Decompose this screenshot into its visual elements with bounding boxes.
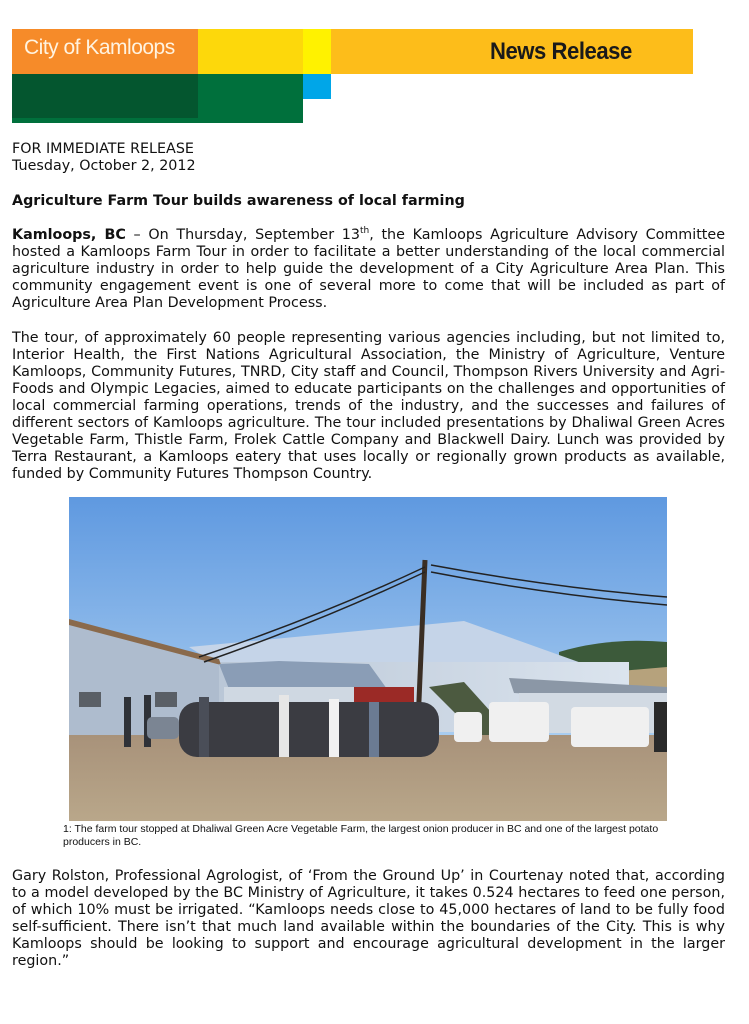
farm-tour-photo-illustration (69, 497, 667, 821)
car-left (147, 717, 179, 739)
news-release-banner (0, 0, 749, 130)
paragraph-intro (12, 227, 725, 312)
banner-yellow-block (198, 29, 303, 74)
paragraph-tour: The tour, of approximately 60 people representing various agencies including, but not limited to, Interior Health, the First Nations Agricultural Association, the Ministry of Agriculture, Venture Kamloops, Community Futures, TNRD, City staff and Council, Thompson Rivers University and Agri-Foods and Olympic Legacies, aimed to educate participants on the challenges and opportunities of local commercial farming operations, trends of the industry, and the successes and failures of different sectors of Kamloops agriculture. The tour included presentations by Dhaliwal Green Acres Vegetable Farm, Thistle Farm, Frolek Cattle Company and Blackwell Dairy. Lunch was provided by Terra Restaurant, a Kamloops eatery that uses locally or regionally grown products as available, funded by Community Futures Thompson Country. (12, 330, 725, 482)
headline: Agriculture Farm Tour builds awareness of local farming (12, 193, 465, 209)
release-info (12, 141, 725, 175)
banner-dark-green-block (12, 74, 198, 118)
news-release-title: News Release (490, 38, 632, 65)
release-label: FOR IMMEDIATE RELEASE (12, 141, 194, 157)
paragraph-quote: Gary Rolston, Professional Agrologist, of ‘From the Ground Up’ in Courtenay noted that, according to a model developed by the BC Ministry of Agriculture, it takes 0.524 hectares to feed one person, of which 10% must be irrigated. “Kamloops needs close to 45,000 hectares of land to be fully food self-sufficient. There isn’t that much land available within the boundaries of the City. This is why Kamloops should be looking to support and encourage agricultural development in the larger region.” (12, 868, 725, 969)
farm-tour-photo (69, 497, 667, 821)
photo-caption: 1: The farm tour stopped at Dhaliwal Green Acre Vegetable Farm, the largest onion producer in BC and one of the largest potato producers in BC. (63, 823, 659, 848)
ordinal-suffix: th (359, 226, 370, 237)
intro-lead: – On Thursday, September 13 (125, 227, 360, 243)
dateline: Kamloops, BC (12, 227, 126, 243)
middle-building-roof (219, 661, 387, 689)
release-date: Tuesday, October 2, 2012 (12, 158, 196, 174)
banner-blue-block (303, 74, 331, 99)
banner-bright-yellow-block (303, 29, 331, 74)
intro-rest: , the Kamloops Agriculture Advisory Committee hosted a Kamloops Farm Tour in order to facilitate a better understanding of the local commercial agriculture industry in order to help guide the development of a City Agriculture Area Plan. This community engagement event is one of several more to come that will be included as part of Agriculture Area Plan Development Process. (12, 227, 725, 311)
city-logo-text: City of Kamloops (24, 36, 175, 59)
